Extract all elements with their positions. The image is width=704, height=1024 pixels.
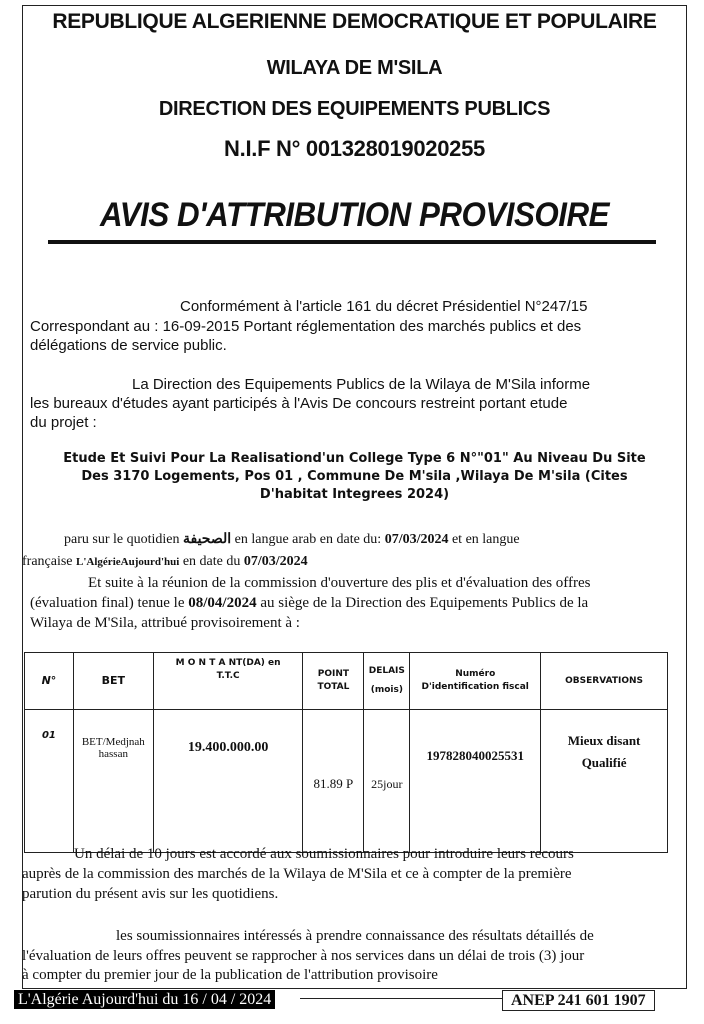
project-description <box>22 450 687 504</box>
header-wilaya: WILAYA DE M'SILA <box>266 57 443 79</box>
meeting-line-1: Et suite à la réunion de la commission d'ouverture des plis et d'évaluation des offres <box>88 575 591 591</box>
meeting-date: 08/04/2024 <box>188 595 257 611</box>
col-header-bet: BET <box>73 653 153 710</box>
recours-line-1: Un délai de 10 jours est accordé aux soumissionnaires pour introduire leurs recours <box>74 846 574 862</box>
project-line-3: D'habitat Integrees 2024) <box>259 487 450 502</box>
intro-line-1: Conformément à l'article 161 du décret Présidentiel N°247/15 <box>180 298 588 315</box>
arabic-newspaper-name: الصحيفة <box>182 532 232 547</box>
header-republic: REPUBLIQUE ALGERIENNE DEMOCRATIQUE ET POPULAIRE <box>52 10 657 33</box>
cell-montant: 19.400.000.00 <box>153 710 303 853</box>
cell-delais: 25jour <box>364 710 410 853</box>
meeting-line-3: Wilaya de M'Sila, attribué provisoirement à : <box>30 615 300 631</box>
resultats-line-1: les soumissionnaires intéressés à prendre connaissance des résultats détaillés de <box>116 928 594 944</box>
col-header-point-total: POINT TOTAL <box>303 653 364 710</box>
publication-pre: paru sur le quotidien <box>64 532 183 547</box>
publication-line-2 <box>22 552 308 572</box>
meeting-line-2 <box>30 593 588 613</box>
cell-point-total: 81.89 P <box>303 710 364 853</box>
col-header-number: N° <box>25 653 74 710</box>
publication-date-french: 07/03/2024 <box>243 554 308 569</box>
resultats-line-2: l'évaluation de leurs offres peuvent se rapprocher à nos services dans un délai de trois (3) jour <box>22 948 585 964</box>
publication-date-arabic: 07/03/2024 <box>384 532 449 547</box>
cell-nif: 197828040025531 <box>410 710 541 853</box>
recours-line-2: auprès de la commission des marchés de la Wilaya de M'Sila et ce à compter de la première <box>22 866 572 882</box>
intro-line-5: les bureaux d'études ayant participés à l'Avis De concours restreint portant etude <box>30 395 568 412</box>
resultats-line-3: à compter du premier jour de la publication de l'attribution provisoire <box>22 967 438 983</box>
french-newspaper-name: L'AlgérieAujourd'hui <box>76 556 180 568</box>
publication-l2-mid: en date du <box>179 554 244 569</box>
notice-title: AVIS D'ATTRIBUTION PROVISOIRE <box>99 196 610 234</box>
intro-line-3: délégations de service public. <box>30 337 227 354</box>
cell-number: 01 <box>25 710 74 853</box>
intro-line-6: du projet : <box>30 414 97 431</box>
publication-mid: en langue arab en date du: <box>231 532 385 547</box>
footer-source-publication: L'Algérie Aujourd'hui du 16 / 04 / 2024 <box>14 990 275 1009</box>
publication-l2-pre: française <box>22 554 77 569</box>
attribution-table <box>24 652 668 853</box>
col-header-nif: Numéro D'identification fiscal <box>410 653 541 710</box>
col-header-montant: M O N T A NT(DA) en T.T.C <box>153 653 303 710</box>
title-underline <box>48 240 656 244</box>
meeting-l2-post: au siège de la Direction des Equipements Publics de la <box>256 595 589 611</box>
header-direction: DIRECTION DES EQUIPEMENTS PUBLICS <box>158 98 551 120</box>
publication-post: et en langue <box>448 532 520 547</box>
cell-bet: BET/Medjnah hassan <box>73 710 153 853</box>
meeting-l2-pre: (évaluation final) tenue le <box>30 595 189 611</box>
header-nif: N.I.F N° 001328019020255 <box>224 136 485 161</box>
cell-observations: Mieux disant Qualifié <box>541 710 668 853</box>
project-line-2: Des 3170 Logements, Pos 01 , Commune De M'sila ,Wilaya De M'sila (Cites <box>81 469 628 484</box>
recours-line-3: parution du présent avis sur les quotidiens. <box>22 886 279 902</box>
footer-rule <box>300 998 502 999</box>
col-header-observations: OBSERVATIONS <box>541 653 668 710</box>
table-header-row <box>25 653 668 710</box>
table-row <box>25 710 668 853</box>
publication-line-1 <box>64 530 520 550</box>
project-line-1: Etude Et Suivi Pour La Realisationd'un College Type 6 N°"01" Au Niveau Du Site <box>63 451 646 466</box>
intro-line-2: Correspondant au : 16-09-2015 Portant réglementation des marchés publics et des <box>30 318 582 335</box>
col-header-delais: DELAIS (mois) <box>364 653 410 710</box>
footer-anep-reference: ANEP 241 601 1907 <box>502 990 655 1011</box>
intro-line-4: La Direction des Equipements Publics de la Wilaya de M'Sila informe <box>132 376 591 393</box>
